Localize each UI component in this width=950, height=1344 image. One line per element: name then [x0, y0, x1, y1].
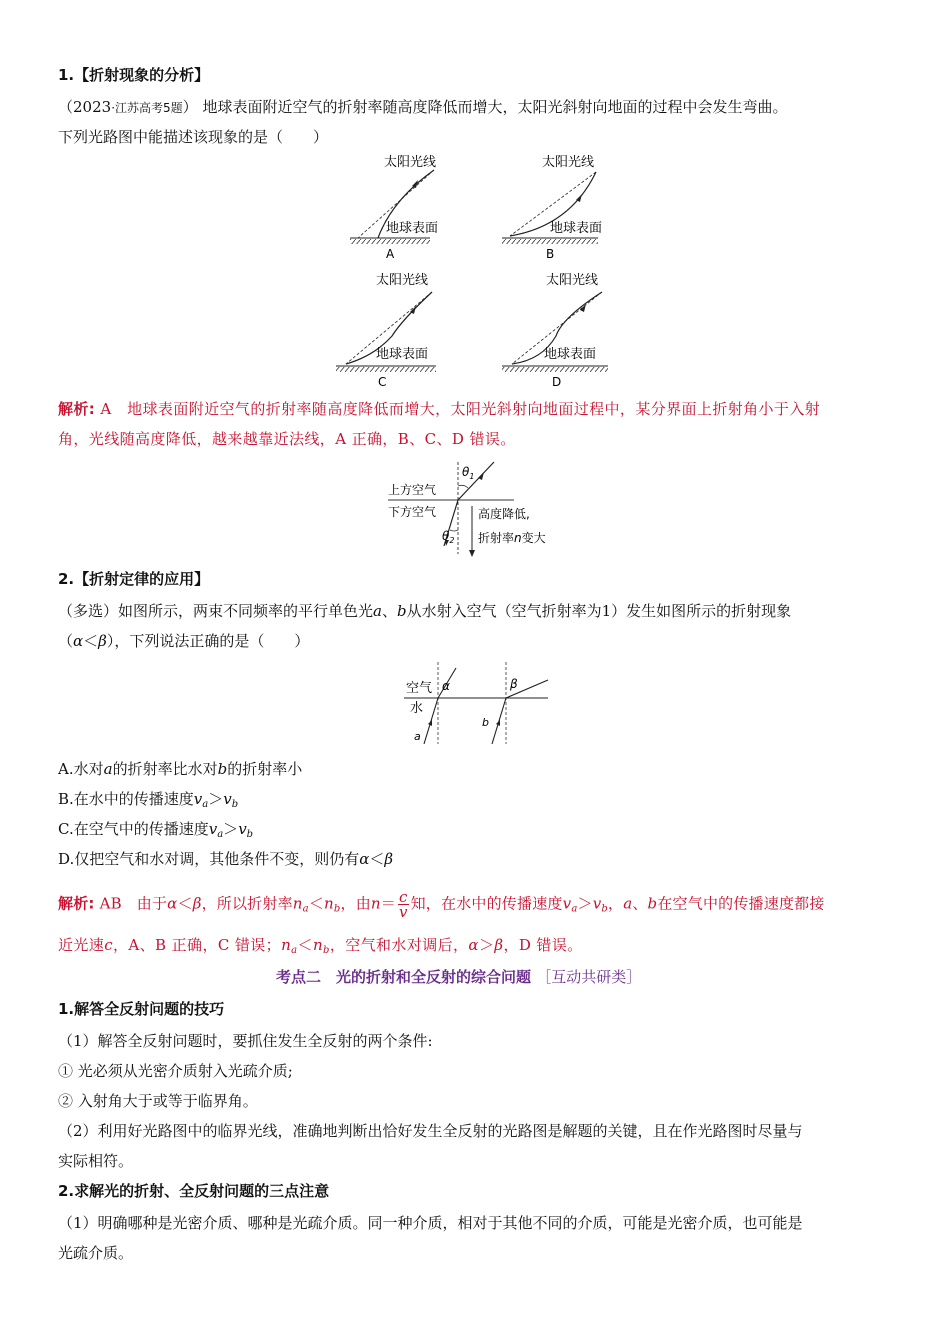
q2-option-b-s1: a	[202, 799, 209, 810]
svg-text:θ2	[442, 529, 454, 545]
q2-option-d-alpha: α	[359, 850, 370, 868]
q2-option-b[interactable]	[58, 788, 238, 816]
section2-h1: 1.解答全反射问题的技巧	[58, 1000, 225, 1018]
q2-option-b-v2: v	[223, 790, 232, 808]
option-b-letter: B	[546, 247, 555, 261]
q2-an1-vs1: a	[571, 903, 578, 915]
q2-option-d-pre: D.仅把空气和水对调，其他条件不变，则仍有	[58, 850, 360, 868]
q2-an1-v1: v	[562, 894, 572, 913]
q2-option-a-var-b: b	[217, 760, 228, 778]
section2-title-text: 考点二 光的折射和全反射的综合问题	[276, 968, 532, 986]
option-a-diagram	[350, 154, 438, 261]
q2-an1-fraction	[398, 890, 409, 919]
q1-stem-line1	[58, 96, 787, 119]
q2-an2-mid2: ，空气和水对调后，	[329, 936, 469, 954]
q2-stem-close: ），下列说法正确的是（ ）	[106, 632, 310, 650]
q2-stem-part1: （多选）如图所示，两束不同频率的平行单色光	[58, 602, 374, 620]
q2-option-b-gt: ＞	[208, 790, 224, 808]
q2-stem-beta: β	[98, 632, 107, 650]
q2-stem-lt: ＜	[83, 632, 99, 650]
q2-option-c-v2: v	[238, 820, 247, 838]
q2-an2-s1: a	[291, 945, 298, 956]
q2-option-a-pre: A.水对	[58, 760, 104, 778]
q1-source-name: ·江苏高考5题	[111, 101, 183, 115]
q2-water-label: 水	[410, 701, 424, 716]
option-b-sun-label: 太阳光线	[542, 155, 595, 170]
q2-an1-comma: ，	[607, 894, 624, 913]
q2-an1-alpha: α	[167, 894, 178, 913]
q2-air-label: 空气	[406, 681, 433, 696]
svg-text:折射率n变大	[478, 530, 546, 545]
q2-option-d[interactable]	[58, 848, 393, 870]
theta1-label: θ	[462, 465, 470, 479]
q2-option-c-pre: C.在空气中的传播速度	[58, 820, 209, 838]
q1-analysis-line2: 角，光线随高度降低，越来越靠近法线，A 正确，B、C、D 错误。	[58, 430, 516, 448]
q2-stem-part2: 从水射入空气（空气折射率为1）发生如图所示的折射现象	[406, 602, 792, 620]
option-d-sun-label: 太阳光线	[546, 273, 599, 288]
q2-stem-line1	[58, 600, 791, 622]
q2-an1-mid: ，所以折射率	[201, 894, 293, 913]
q2-an1-sep: 、	[632, 894, 648, 913]
section2-h2: 2.求解光的折射、全反射问题的三点注意	[58, 1182, 330, 1200]
option-c-letter: C	[378, 375, 387, 389]
section2-p7: 光疏介质。	[58, 1244, 134, 1262]
q2-stem-sep: 、	[381, 602, 397, 620]
q2-an1-vs2: b	[601, 903, 608, 915]
option-a-earth-label: 地球表面	[386, 221, 439, 236]
option-c-earth-label: 地球表面	[376, 347, 429, 362]
q2-an1-know: 知，在水中的传播速度	[410, 894, 563, 913]
q2-alpha-label: α	[442, 679, 450, 693]
q2-heading-number: 2.	[58, 570, 75, 588]
height-down-label: 高度降低,	[478, 507, 530, 521]
q1-stem-text: 地球表面附近空气的折射率随高度降低而增大，太阳光斜射向地面的过程中会发生弯曲。	[202, 98, 788, 116]
option-d-earth-label: 地球表面	[544, 347, 597, 362]
q1-stem-line2: 下列光路图中能描述该现象的是（ ）	[58, 128, 329, 146]
q2-an2-alpha: α	[468, 936, 479, 954]
q2-an2-pre: 近光速	[58, 936, 105, 954]
q2-stem-a: a	[373, 602, 382, 620]
q2-an1-lt2: ＜	[308, 894, 325, 913]
q2-option-b-pre: B.在水中的传播速度	[58, 790, 194, 808]
q2-an1-b: b	[647, 894, 658, 913]
q2-option-b-s2: b	[231, 799, 239, 810]
q2-option-a-mid: 的折射率比水对	[112, 760, 218, 778]
section2-p2: ① 光必须从光密介质射入光疏介质;	[58, 1062, 293, 1080]
q2-ray-b-label: b	[482, 716, 489, 729]
q2-an1-pre: 由于	[136, 894, 168, 913]
index-grow-pre: 折射率	[478, 531, 515, 545]
q2-an1-v: v	[398, 903, 408, 921]
option-d-letter: D	[552, 375, 562, 389]
q2-an1-c: c	[399, 888, 408, 906]
q2-an2-s2: b	[323, 945, 330, 956]
q2-an2-tail: ，D 错误。	[503, 936, 583, 954]
q2-an1-eq: ＝	[380, 894, 396, 913]
q1-analysis-label: 解析:	[58, 400, 96, 418]
option-c-diagram	[336, 272, 436, 389]
q2-stem-line2	[58, 630, 309, 652]
option-d-diagram	[502, 272, 608, 389]
index-grow-n: n	[514, 531, 522, 545]
theta2-sub: 2	[449, 536, 455, 545]
option-b-diagram	[502, 154, 602, 261]
q1-analysis-text1: 地球表面附近空气的折射率随高度降低而增大，太阳光斜射向地面过程中，某分界面上折射角小于入射	[127, 400, 821, 418]
q2-stem-alpha: α	[73, 632, 84, 650]
q2-option-c-v1: v	[208, 820, 218, 838]
q2-an1-s2: b	[333, 903, 341, 915]
section2-p1: （1）解答全反射问题时，要抓住发生全反射的两个条件:	[58, 1032, 433, 1050]
section2-p4: （2）利用好光路图中的临界光线，准确地判断出恰好发生全反射的光路图是解题的关键，且在作光路图时尽量与	[58, 1122, 803, 1140]
q1-source-close: ）	[182, 98, 198, 116]
q2-an2-c: c	[104, 936, 114, 954]
q1-heading-title: 【折射现象的分析】	[74, 66, 210, 84]
q2-an1-a: a	[623, 894, 633, 913]
q2-stem-open: （	[58, 632, 74, 650]
upper-air-label: 上方空气	[388, 483, 437, 497]
q2-option-a-post: 的折射率小	[227, 760, 303, 778]
q2-an1-gt: ＞	[577, 894, 593, 913]
q2-an1-by: ，由	[340, 894, 371, 913]
q2-stem-b: b	[396, 602, 407, 620]
q2-an1-lt: ＜	[177, 894, 193, 913]
section2-p3: ② 入射角大于或等于临界角。	[58, 1092, 258, 1110]
q2-an1-n: n	[370, 894, 381, 913]
q1-analysis-line1	[58, 398, 820, 420]
section2-p5: 实际相符。	[58, 1152, 134, 1170]
q2-an1-beta: β	[192, 894, 202, 913]
q2-analysis-answer: AB	[99, 894, 122, 913]
index-grow-post: 变大	[521, 531, 546, 545]
q2-analysis-label: 解析:	[58, 894, 95, 913]
q2-figure	[398, 660, 558, 750]
theta2-label: θ	[442, 529, 450, 543]
q2-analysis-line2	[58, 934, 583, 962]
q2-heading-title: 【折射定律的应用】	[74, 570, 210, 588]
option-c-sun-label: 太阳光线	[376, 273, 429, 288]
q2-an1-n1: n	[292, 894, 303, 913]
q2-option-c-s2: b	[246, 829, 254, 840]
q2-an1-s1: a	[302, 903, 309, 915]
q2-option-c[interactable]	[58, 818, 253, 846]
q1-analysis-answer: A	[100, 400, 112, 418]
q2-an2-lt: ＜	[297, 936, 313, 954]
section2-tag: ［互动共研类］	[536, 968, 642, 986]
q2-option-b-v1: v	[193, 790, 203, 808]
q1-heading-number: 1.	[58, 66, 75, 84]
section2-title	[276, 966, 641, 988]
option-a-sun-label: 太阳光线	[384, 155, 437, 170]
q2-heading	[58, 568, 209, 590]
q2-an1-n2: n	[324, 894, 334, 913]
svg-text:θ1	[462, 465, 474, 481]
lower-air-label: 下方空气	[388, 505, 437, 519]
q2-option-a[interactable]	[58, 758, 302, 780]
q2-an2-n2: n	[312, 936, 323, 954]
option-a-letter: A	[386, 247, 395, 261]
q2-analysis-line1	[58, 890, 825, 921]
q2-an2-n1: n	[281, 936, 292, 954]
q2-option-a-var-a: a	[103, 760, 113, 778]
q2-an1-tail: 在空气中的传播速度都接	[657, 894, 825, 913]
q2-option-c-gt: ＞	[223, 820, 239, 838]
q2-option-d-beta: β	[384, 850, 394, 868]
q2-an2-mid: ，A、B 正确，C 错误；	[113, 936, 282, 954]
q2-an2-beta: β	[494, 936, 504, 954]
q2-an2-gt: ＞	[478, 936, 495, 954]
section2-p6: （1）明确哪种是光密介质、哪种是光疏介质。同一种介质，相对于其他不同的介质，可能是光密介质，也可能是	[58, 1214, 803, 1232]
q1-analysis-diagram	[382, 458, 572, 560]
q2-option-d-lt: ＜	[369, 850, 385, 868]
theta1-sub: 1	[469, 472, 475, 481]
q1-heading	[58, 64, 209, 86]
q2-beta-label: β	[510, 677, 518, 691]
q2-option-c-s1: a	[217, 829, 224, 840]
q1-options-figure	[330, 150, 630, 390]
q1-source-open: （2023	[58, 98, 112, 116]
q2-ray-a-label: a	[414, 730, 421, 743]
q2-an1-v2: v	[592, 894, 602, 913]
option-b-earth-label: 地球表面	[550, 221, 603, 236]
